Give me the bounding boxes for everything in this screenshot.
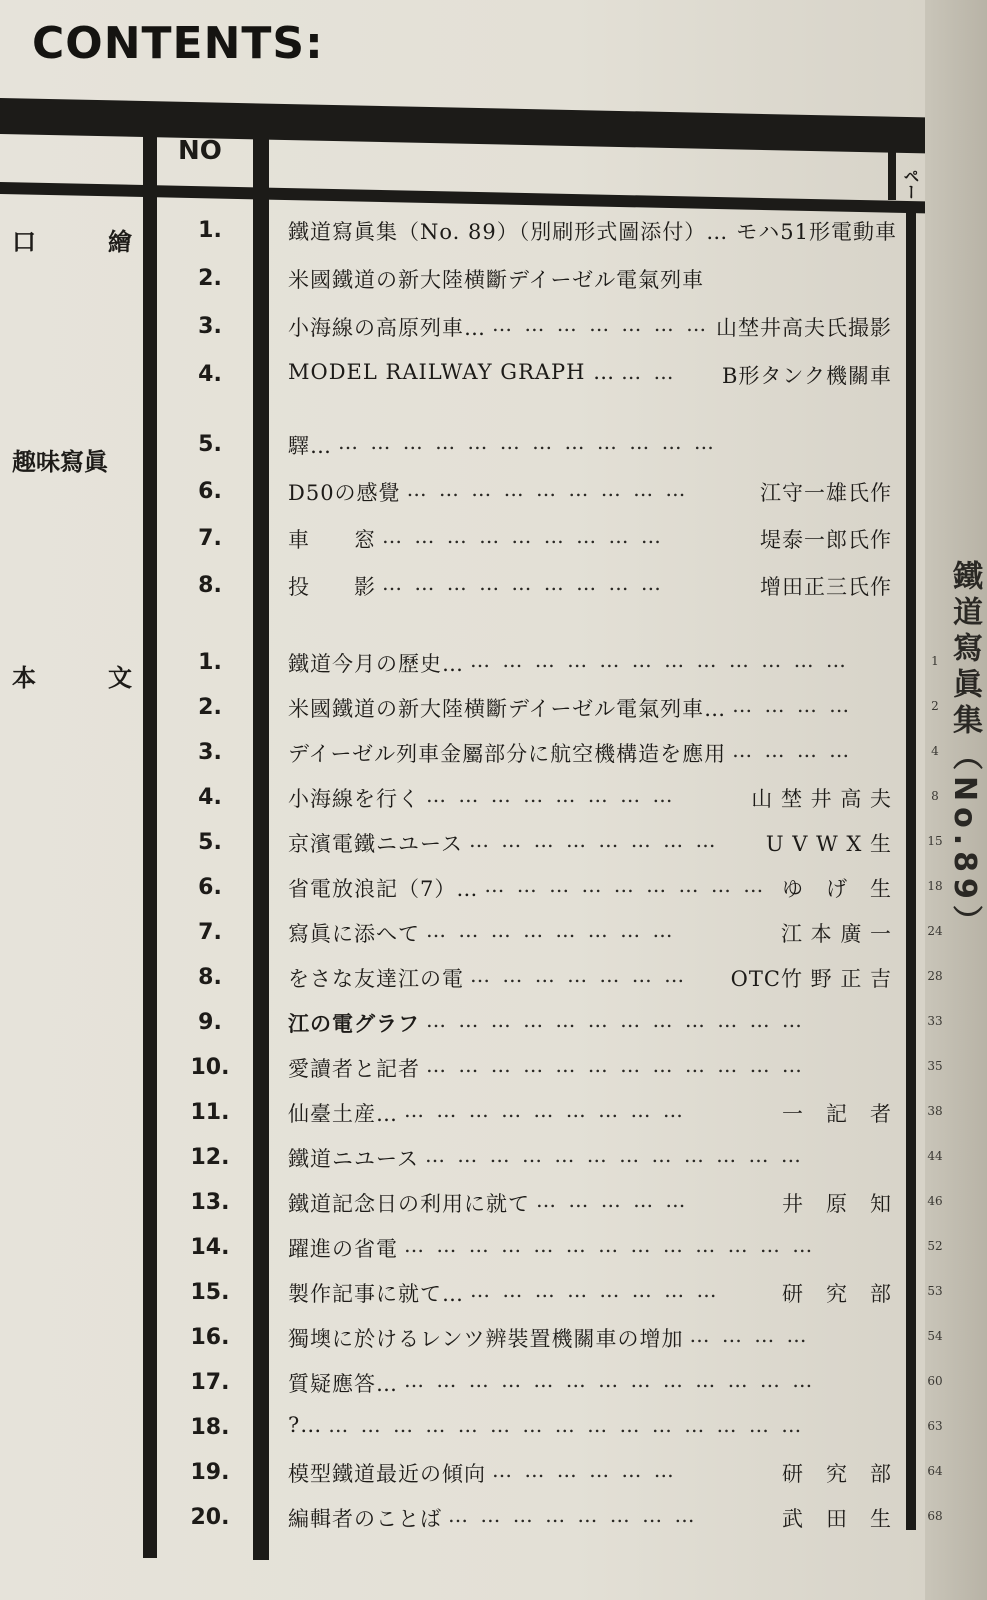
contents-row	[180, 1319, 943, 1359]
entry-leader-dots: … … … … … … … … … … … …	[338, 430, 717, 454]
entry-page-number: 1	[931, 654, 939, 668]
entry-title: 米國鐵道の新大陸横斷デイーゼル電氣列車	[288, 268, 705, 292]
entry-credit: 山 埜 井 高 夫	[751, 787, 892, 811]
contents-row	[180, 212, 925, 252]
entry-leader-dots: … … … … … … … … … … … …	[426, 1008, 805, 1032]
entry-title: 鐵道寫眞集（No. 89）（別刷形式圖添付）…	[288, 220, 729, 244]
contents-row	[180, 1184, 943, 1224]
contents-row	[180, 1274, 943, 1314]
entry-number: 6.	[198, 875, 222, 900]
entry-page-number: 2	[931, 699, 939, 713]
entry-number: 2.	[198, 695, 222, 720]
entry-number: 17.	[190, 1370, 230, 1395]
entry-page-number: 64	[927, 1464, 943, 1478]
page-title: CONTENTS:	[32, 18, 324, 69]
entry-credit: ゆ げ 生	[782, 877, 892, 901]
entry-title: 模型鐵道最近の傾向	[288, 1462, 486, 1486]
entry-leader-dots: … … … … … … … …	[426, 783, 676, 807]
entry-leader-dots: … … … …	[732, 738, 853, 762]
entry-leader-dots: … … … … … …	[492, 1458, 677, 1482]
entry-number: 19.	[190, 1460, 230, 1485]
section-label: 繪	[108, 228, 132, 256]
entry-title: 獨墺に於けるレンツ辨裝置機關車の增加	[288, 1327, 684, 1351]
entry-number: 5.	[198, 432, 222, 457]
entry-number: 2.	[198, 266, 222, 291]
entry-page-number: 53	[927, 1284, 943, 1298]
entry-page-number: 38	[927, 1104, 943, 1118]
entry-number: 14.	[190, 1235, 230, 1260]
entry-leader-dots: … …	[621, 360, 677, 384]
entry-credit: 武 田 生	[782, 1507, 892, 1531]
entry-number: 18.	[190, 1415, 230, 1440]
entry-leader-dots: … … … … … … … … …	[382, 571, 664, 595]
entry-number: 1.	[198, 650, 222, 675]
entry-title: 省電放浪記（7）…	[288, 877, 479, 901]
entry-title: 質疑應答…	[288, 1372, 398, 1396]
entry-leader-dots: … … … … … … … … …	[484, 873, 767, 897]
entry-title: 寫眞に添へて	[288, 922, 420, 946]
entry-leader-dots: … … … … … … … …	[468, 828, 719, 852]
contents-row	[180, 567, 925, 607]
entry-title: 驛…	[288, 434, 332, 458]
entry-title: 投 影	[288, 575, 376, 599]
entry-leader-dots: … … … … … … … … … … … …	[426, 1053, 805, 1077]
entry-credit: 一 記 者	[782, 1102, 892, 1126]
entry-number: 12.	[190, 1145, 230, 1170]
entry-number: 13.	[190, 1190, 230, 1215]
contents-row	[180, 734, 939, 774]
entry-credit: U V W X 生	[765, 832, 892, 856]
entry-number: 8.	[198, 573, 222, 598]
entry-page-number: 8	[931, 789, 939, 803]
entry-title: 京濱電鐵ニユース	[288, 832, 463, 856]
entry-title: 鐵道記念日の利用に就て	[288, 1192, 530, 1216]
contents-row	[180, 426, 925, 466]
entry-title: 小海線を行く	[288, 787, 420, 811]
entry-number: 4.	[198, 785, 222, 810]
entry-number: 7.	[198, 526, 222, 551]
contents-row	[180, 869, 943, 909]
section-kuchie	[12, 222, 132, 257]
entry-page-number: 63	[927, 1419, 943, 1433]
contents-row	[180, 1499, 943, 1539]
entry-leader-dots: … … … … … … … … …	[382, 524, 664, 548]
section-label: 文	[108, 664, 132, 692]
entry-page-number: 18	[927, 879, 943, 893]
entry-title: D50の感覺	[288, 481, 401, 505]
entry-page-number: 68	[927, 1509, 943, 1523]
entry-title: をさな友達江の電	[288, 967, 464, 991]
entry-credit: 研 究 部	[782, 1462, 892, 1486]
entry-leader-dots: … … … … … … … … … … … … … … …	[328, 1413, 805, 1437]
entry-leader-dots: … … … … … … … … …	[404, 1098, 686, 1122]
entry-title: 躍進の省電	[288, 1237, 398, 1261]
entry-title: 鐵道ニユース	[288, 1147, 419, 1171]
entry-credit: 井 原 知	[782, 1192, 892, 1216]
entry-number: 3.	[198, 740, 222, 765]
section-honbun	[12, 658, 132, 693]
section-shumi	[12, 442, 132, 477]
entry-page-number: 28	[927, 969, 943, 983]
contents-row	[180, 689, 939, 729]
entry-number: 6.	[198, 479, 222, 504]
entry-number: 4.	[198, 362, 222, 387]
entry-credit: OTC竹 野 正 吉	[730, 967, 892, 991]
entry-leader-dots: … … … … … … … … …	[406, 477, 689, 501]
contents-row	[180, 824, 943, 864]
entry-title: MODEL RAILWAY GRAPH …	[288, 360, 616, 384]
entry-credit: モハ51形電動車	[736, 220, 897, 244]
entry-credit: 堤泰一郎氏作	[760, 528, 892, 552]
entry-leader-dots: … … … …	[732, 693, 853, 717]
contents-row	[180, 260, 925, 300]
column-header-no: NO	[178, 136, 222, 166]
entry-title: 仙臺土産…	[288, 1102, 398, 1126]
entry-page-number: 52	[927, 1239, 943, 1253]
entry-leader-dots: … … … … … … … …	[448, 1503, 698, 1527]
entry-leader-dots: … … … …	[689, 1323, 810, 1347]
entry-leader-dots: … … … … … … …	[470, 963, 688, 987]
contents-row	[180, 1004, 943, 1044]
entry-number: 5.	[198, 830, 222, 855]
entry-title: デイーゼル列車金屬部分に航空機構造を應用	[288, 742, 727, 766]
contents-row	[180, 1454, 943, 1494]
contents-row	[180, 308, 925, 348]
entry-number: 10.	[190, 1055, 230, 1080]
entry-title: 鐵道今月の歷史…	[288, 652, 464, 676]
entry-page-number: 24	[927, 924, 943, 938]
entry-number: 7.	[198, 920, 222, 945]
entry-page-number: 35	[927, 1059, 943, 1073]
entry-title: 米國鐵道の新大陸横斷デイーゼル電氣列車…	[288, 697, 727, 721]
contents-row	[180, 473, 925, 513]
contents-row	[180, 959, 943, 999]
entry-credit: 增田正三氏作	[760, 575, 892, 599]
entry-page-number: 4	[931, 744, 939, 758]
entry-credit: 江守一雄氏作	[760, 481, 892, 505]
contents-row	[180, 1139, 943, 1179]
entry-number: 3.	[198, 314, 222, 339]
section-label: 口	[12, 228, 36, 256]
entry-credit: B形タンク機關車	[721, 364, 892, 388]
entry-number: 11.	[190, 1100, 230, 1125]
contents-row	[180, 1049, 943, 1089]
entry-credit: 江 本 廣 一	[780, 922, 892, 946]
entry-leader-dots: … … … … … … … … … … … … …	[404, 1368, 816, 1392]
entry-page-number: 15	[927, 834, 943, 848]
entry-title: 愛讀者と記者	[288, 1057, 420, 1081]
entry-credit: 山埜井高夫氏撮影	[716, 316, 892, 340]
spine-title: 鐵道寫眞集（No.89）	[947, 560, 982, 941]
entry-page-number: 54	[927, 1329, 943, 1343]
contents-row	[180, 1094, 943, 1134]
entry-credit: 研 究 部	[782, 1282, 892, 1306]
section-label: 趣味寫眞	[12, 448, 108, 476]
entry-leader-dots: … … … … … … … … … … … … …	[404, 1233, 816, 1257]
contents-row	[180, 1364, 943, 1404]
entry-leader-dots: … … … … … … …	[492, 312, 710, 336]
column-header-page: ペー	[901, 168, 920, 200]
page-column-tick	[888, 150, 896, 200]
entry-leader-dots: … … … … … … … …	[426, 918, 676, 942]
section-label: 本	[12, 664, 36, 692]
contents-row	[180, 914, 943, 954]
contents-row	[180, 1229, 943, 1269]
entry-title: ?…	[288, 1413, 323, 1437]
left-column-rule	[143, 128, 157, 1558]
entry-leader-dots: … … … … … … … …	[470, 1278, 720, 1302]
entry-number: 20.	[190, 1505, 230, 1530]
entry-title: 編輯者のことば	[288, 1507, 442, 1531]
entry-number: 15.	[190, 1280, 230, 1305]
entry-leader-dots: … … … … … … … … … … … …	[470, 648, 849, 672]
contents-row	[180, 644, 939, 684]
entry-page-number: 44	[927, 1149, 943, 1163]
entry-page-number: 46	[927, 1194, 943, 1208]
entry-leader-dots: … … … … …	[536, 1188, 689, 1212]
entry-number: 9.	[198, 1010, 222, 1035]
contents-row	[180, 779, 939, 819]
entry-title: 小海線の高原列車…	[288, 316, 486, 340]
entry-title: 製作記事に就て…	[288, 1282, 464, 1306]
entry-number: 8.	[198, 965, 222, 990]
contents-row	[180, 1409, 943, 1449]
entry-page-number: 33	[927, 1014, 943, 1028]
entry-number: 1.	[198, 218, 222, 243]
entry-number: 16.	[190, 1325, 230, 1350]
contents-row	[180, 520, 925, 560]
contents-row	[180, 356, 925, 396]
entry-title: 江の電グラフ	[288, 1012, 420, 1036]
entry-leader-dots: … … … … … … … … … … … …	[424, 1143, 804, 1167]
entry-page-number: 60	[927, 1374, 943, 1388]
entry-title: 車 窓	[288, 528, 376, 552]
